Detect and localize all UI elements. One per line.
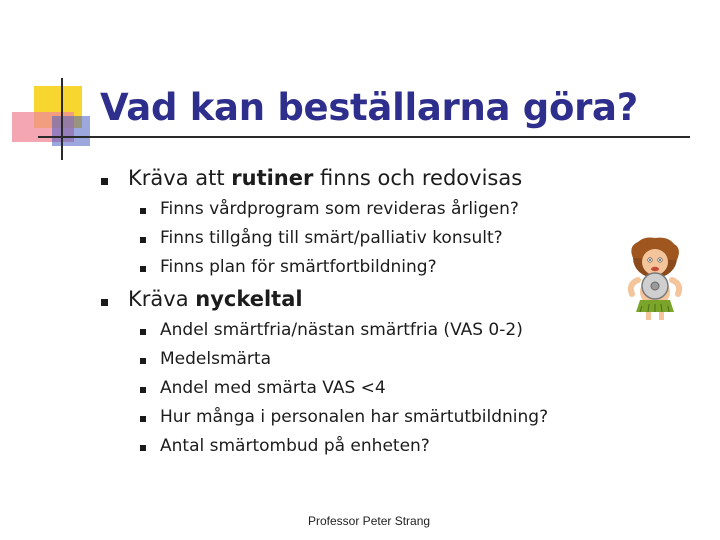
sub-bullet-marker xyxy=(140,445,146,451)
sub-bullet-item: Medelsmärta xyxy=(160,349,272,369)
decor-blue-square xyxy=(52,116,90,146)
sub-bullet-item: Andel med smärta VAS <4 xyxy=(160,378,386,398)
sub-bullet-item: Finns vårdprogram som revideras årligen? xyxy=(160,199,519,219)
footer-presenter: Professor Peter Strang xyxy=(308,514,431,528)
sub-bullet-marker xyxy=(140,387,146,393)
slide-title: Vad kan beställarna göra? xyxy=(100,86,638,129)
sub-bullet-item: Andel smärtfria/nästan smärtfria (VAS 0-2) xyxy=(160,320,523,340)
sub-bullet-item: Finns tillgång till smärt/palliativ konsult? xyxy=(160,228,503,248)
caveman-clipart-icon xyxy=(618,236,692,322)
bullet-marker xyxy=(101,299,108,306)
sub-bullet-marker xyxy=(140,266,146,272)
bullet-nyckeltal: Kräva nyckeltal xyxy=(128,287,303,311)
bullet-rutiner: Kräva att rutiner finns och redovisas xyxy=(128,166,523,190)
sub-bullet-marker xyxy=(140,416,146,422)
sub-bullet-marker xyxy=(140,237,146,243)
bullet-marker xyxy=(101,178,108,185)
sub-bullet-marker xyxy=(140,358,146,364)
sub-bullet-item: Hur många i personalen har smärtutbildning? xyxy=(160,407,549,427)
sub-bullet-item: Antal smärtombud på enheten? xyxy=(160,436,430,456)
sub-bullet-item: Finns plan för smärtfortbildning? xyxy=(160,257,437,277)
sub-bullet-marker xyxy=(140,329,146,335)
sub-bullet-marker xyxy=(140,208,146,214)
